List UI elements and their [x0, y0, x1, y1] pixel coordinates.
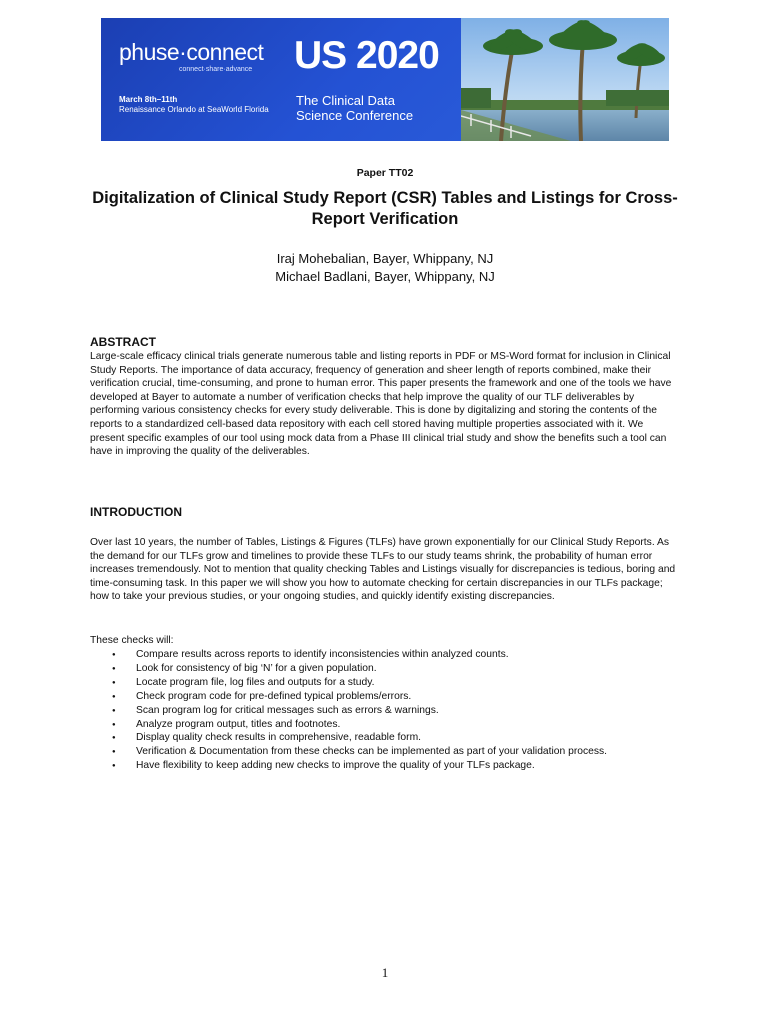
list-item: ● Compare results across reports to identify inconsistencies within analyzed counts. [112, 648, 607, 662]
author-line: Iraj Mohebalian, Bayer, Whippany, NJ [276, 251, 494, 266]
list-item: ● Verification & Documentation from these checks can be implemented as part of your validation process. [112, 745, 607, 759]
abstract-heading: ABSTRACT [90, 335, 156, 349]
checks-list [112, 648, 607, 773]
list-item: ● Analyze program output, titles and footnotes. [112, 718, 607, 732]
paper-id: Paper TT02 [356, 167, 414, 179]
event-info [119, 95, 269, 115]
event-subtitle: The Clinical Data Science Conference [296, 93, 414, 123]
checks-intro: These checks will: [90, 635, 174, 646]
abstract-text: Large-scale efficacy clinical trials generate numerous table and listing reports in PDF or MS-Word format for inclusion in Clinical Study Reports. The importance of data accuracy, frequency of generation and sheer length of reports combined, make their verification crucial, time-consuming, and prone to human error. This paper presents the framework and one of the tools we have developed at Bayer to automate a number of verification checks that help improve the quality of our TLF deliverables by performing various consistency checks for every study deliverable. This is done by digitalizing and storing the contents of the reports to a standardized cell-based data repository with each cell stored having multiple properties associated with it. We present specific examples of our tool using mock data from a Phase III clinical trial study and show the benefits such a tool can have in improving the quality of the deliverables. [90, 351, 672, 458]
list-item: ● Look for consistency of big ‘N’ for a given population. [112, 662, 607, 676]
event-venue: Renaissance Orlando at SeaWorld Florida [119, 105, 269, 114]
list-item: ● Have flexibility to keep adding new checks to improve the quality of your TLFs package. [112, 759, 607, 773]
list-item: ● Locate program file, log files and outputs for a study. [112, 676, 607, 690]
author-list [0, 250, 770, 286]
palm-trees-photo [461, 18, 669, 141]
conference-banner [101, 18, 669, 141]
paper-title: Digitalization of Clinical Study Report (CSR) Tables and Listings for Cross-Report Verification [92, 189, 678, 228]
list-item: ● Display quality check results in comprehensive, readable form. [112, 731, 607, 745]
brand-tagline: connect·share·advance [179, 66, 253, 73]
introduction-heading: INTRODUCTION [90, 505, 182, 519]
author-line: Michael Badlani, Bayer, Whippany, NJ [275, 269, 495, 284]
event-dates: March 8th–11th [119, 95, 178, 104]
introduction-text: Over last 10 years, the number of Tables, Listings & Figures (TLFs) have grown exponentially for our Clinical Study Reports. As the demand for our TLFs grow and timelines to provide these TLFs to our study teams shrink, the probability of human error increases tremendously. Not to mention that quality checking Tables and Listings visually for discrepancies is tedious, boring and time-consuming task. In this paper we will show you how to automate checking for certain discrepancies in our TLFs package; how to take your previous studies, or your ongoing studies, and quickly identify existing discrepancies. [90, 537, 676, 603]
phuse-connect-logo [119, 39, 264, 73]
brand-name: phuse·connect [119, 39, 264, 65]
page-number: 1 [381, 965, 389, 980]
event-title: US 2020 [294, 34, 439, 77]
list-item: ● Scan program log for critical messages such as errors & warnings. [112, 704, 607, 718]
list-item: ● Check program code for pre-defined typical problems/errors. [112, 690, 607, 704]
